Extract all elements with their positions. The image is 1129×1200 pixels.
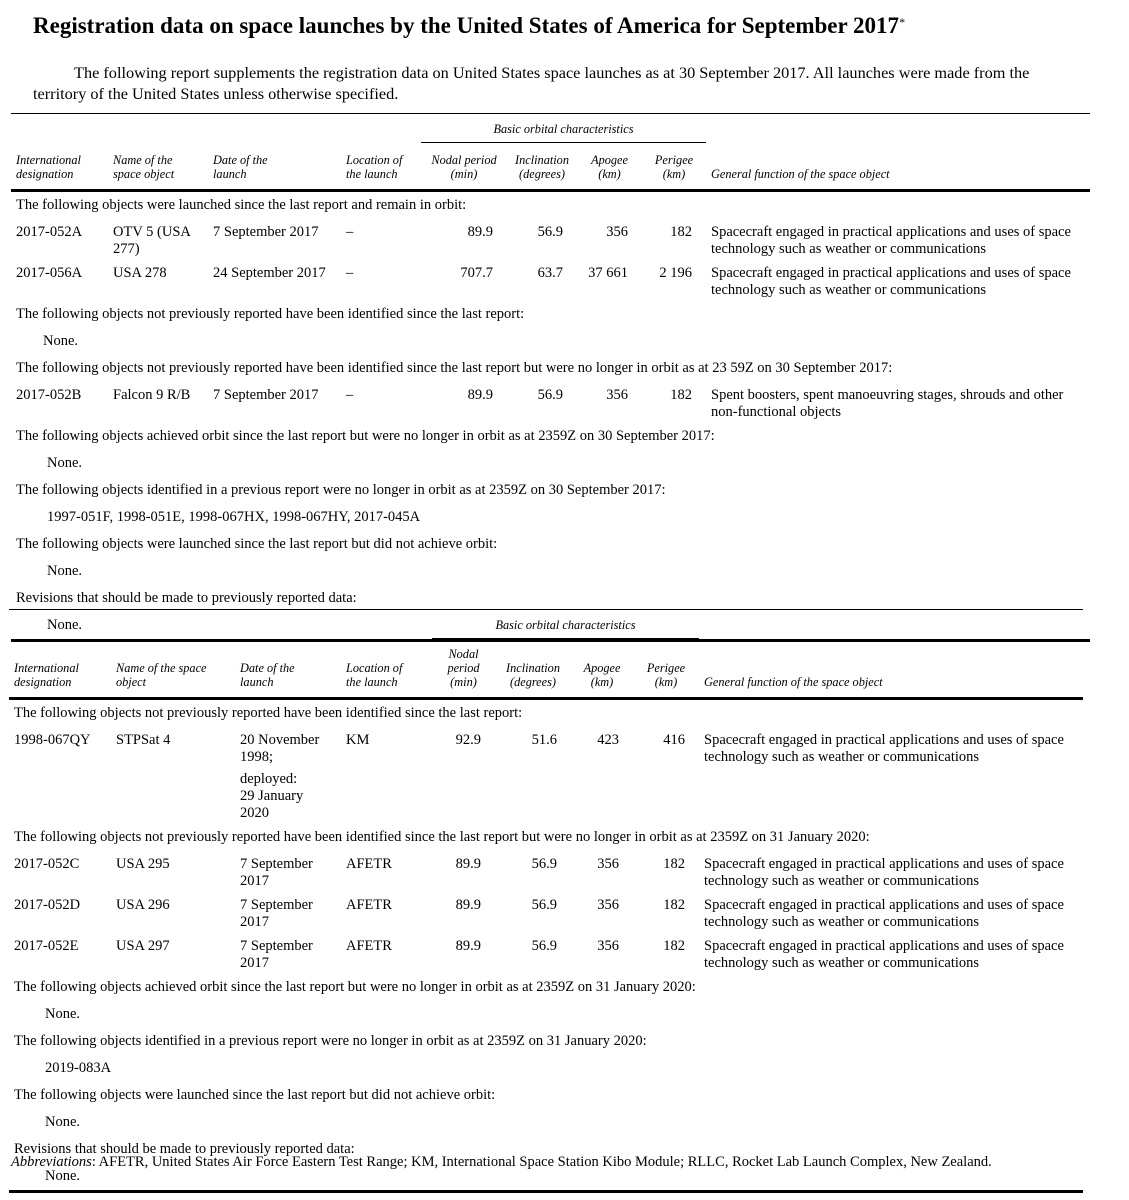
cell-location: – — [346, 224, 354, 240]
header-apogee-2: (km) — [590, 675, 614, 689]
cell-nodal: 89.9 — [467, 224, 493, 240]
title-footnote-mark: * — [899, 15, 906, 29]
section-heading: The following objects achieved orbit since the last report but were no longer in orbit as at 2359Z on 30 September 2017: — [16, 428, 715, 444]
header-nodal-2: period — [447, 661, 480, 675]
cell-date: 7 September 2017 — [213, 387, 319, 403]
abbreviations-label: Abbreviations — [11, 1154, 92, 1170]
cell-nodal: 89.9 — [455, 938, 481, 954]
header-nodal-2: (min) — [450, 167, 478, 181]
cell-nodal: 92.9 — [455, 732, 481, 748]
cell-location: AFETR — [346, 856, 392, 872]
rows-b — [9, 851, 1083, 974]
header-incl-1: Inclination — [515, 153, 569, 167]
section-value: 1997-051F, 1998-051E, 1998-067HX, 1998-067HY, 2017-045A — [47, 509, 421, 525]
cell-location: KM — [346, 732, 370, 748]
header-intl-2: designation — [16, 166, 74, 181]
header-nodal-1: Nodal period — [431, 153, 497, 167]
header-name-2: space object — [113, 166, 175, 181]
section-heading: The following objects achieved orbit since the last report but were no longer in orbit as at 2359Z on 31 January 2020: — [14, 979, 696, 995]
cell-date-line1: 20 November 1998; — [240, 732, 320, 765]
header-location-1: Location of — [346, 660, 403, 675]
section-value: 2019-083A — [45, 1060, 112, 1076]
cell-name: Falcon 9 R/B — [113, 387, 191, 403]
cell-date — [235, 727, 341, 824]
cell-inclination: 56.9 — [531, 897, 557, 913]
cell-apogee: 356 — [606, 224, 628, 240]
table-row — [11, 260, 1090, 301]
section-heading: The following objects not previously reported have been identified since the last report but were no longer in orbit as at 2359Z on 31 January 2020: — [14, 829, 870, 845]
table-row — [9, 933, 1083, 974]
section-heading: Revisions that should be made to previously reported data: — [14, 1141, 355, 1157]
cell-location: AFETR — [346, 938, 392, 954]
header-date-1: Date of the — [240, 660, 295, 675]
header-date-2: launch — [240, 674, 274, 689]
cell-perigee: 182 — [663, 938, 685, 954]
header-nodal-1: Nodal — [448, 647, 479, 661]
cell-function: Spacecraft engaged in practical applications and uses of space technology such as weather or communications — [704, 938, 1064, 971]
cell-name: USA 295 — [116, 856, 170, 872]
cell-apogee: 356 — [597, 856, 619, 872]
cell-id: 2017-052B — [16, 387, 82, 403]
section-heading: The following objects identified in a previous report were no longer in orbit as at 2359Z on 30 September 2017: — [16, 482, 666, 498]
cell-perigee: 182 — [663, 897, 685, 913]
abbreviations-note — [11, 1153, 1111, 1171]
header-intl-1: International — [14, 660, 79, 675]
page-title: Registration data on space launches by the United States of America for September 2017* — [33, 13, 906, 38]
cell-name: USA 278 — [113, 265, 167, 281]
header-apogee-1: Apogee — [591, 153, 628, 167]
header-location-1: Location of — [346, 152, 403, 167]
cell-date: 24 September 2017 — [213, 265, 326, 281]
header-incl-2: (degrees) — [510, 675, 556, 689]
cell-function: Spacecraft engaged in practical applications and uses of space technology such as weather or communications — [711, 224, 1071, 257]
cell-date-line2: deployed: 29 January 2020 — [240, 771, 304, 821]
cell-apogee: 423 — [597, 732, 619, 748]
cell-function: Spacecraft engaged in practical applications and uses of space technology such as weather or communications — [704, 897, 1064, 930]
section-value: None. — [47, 563, 83, 579]
header-nodal-3: (min) — [450, 675, 477, 689]
cell-apogee: 356 — [597, 897, 619, 913]
cell-perigee: 182 — [670, 387, 692, 403]
section-heading: The following objects were launched since the last report and remain in orbit: — [16, 197, 467, 213]
cell-name: STPSat 4 — [116, 732, 171, 748]
cell-perigee: 182 — [670, 224, 692, 240]
header-incl-2: (degrees) — [519, 167, 565, 181]
cell-apogee: 356 — [597, 938, 619, 954]
cell-id: 2017-052A — [16, 224, 83, 240]
section-heading: The following objects were launched since the last report but did not achieve orbit: — [14, 1087, 496, 1103]
cell-inclination: 56.9 — [531, 856, 557, 872]
header-incl-1: Inclination — [506, 661, 560, 675]
cell-date: 7 September 2017 — [240, 938, 313, 971]
section-heading: The following objects not previously reported have been identified since the last report: — [14, 705, 523, 721]
cell-function: Spent boosters, spent manoeuvring stages, shrouds and other non-functional objects — [711, 387, 1064, 420]
header-apogee-2: (km) — [598, 167, 621, 181]
section-value: None. — [47, 617, 83, 633]
cell-nodal: 89.9 — [455, 897, 481, 913]
section-value: None. — [47, 455, 83, 471]
header-name-1: Name of the — [113, 152, 173, 167]
section-heading: The following objects not previously reported have been identified since the last report: — [16, 306, 525, 322]
cell-date: 7 September 2017 — [240, 856, 313, 889]
cell-id: 2017-056A — [16, 265, 83, 281]
cell-name: OTV 5 (USA 277) — [113, 224, 191, 257]
table-row — [9, 892, 1083, 933]
rows-b — [11, 382, 1090, 423]
header-name-2: object — [116, 674, 147, 689]
header-apogee-1: Apogee — [583, 661, 621, 675]
section-value: None. — [45, 1006, 81, 1022]
header-location-2: the launch — [346, 674, 398, 689]
header-function: General function of the space object — [711, 166, 890, 181]
basic-orbital-header: Basic orbital characteristics — [421, 114, 706, 143]
cell-apogee: 356 — [606, 387, 628, 403]
cell-id: 1998-067QY — [14, 732, 91, 748]
table-row — [11, 219, 1090, 260]
header-perigee-1: Perigee — [646, 661, 686, 675]
column-headers — [9, 639, 1083, 699]
cell-id: 2017-052C — [14, 856, 80, 872]
table-row — [9, 727, 1083, 824]
cell-apogee: 37 661 — [588, 265, 628, 281]
header-perigee-2: (km) — [662, 167, 686, 181]
header-date-2: launch — [213, 166, 247, 181]
cell-location: – — [346, 387, 354, 403]
cell-id: 2017-052E — [14, 938, 79, 954]
cell-nodal: 89.9 — [455, 856, 481, 872]
cell-location: – — [346, 265, 354, 281]
cell-inclination: 51.6 — [531, 732, 557, 748]
launch-table-2 — [9, 609, 1083, 1193]
table-row — [11, 382, 1090, 423]
header-intl-1: International — [16, 152, 81, 167]
cell-inclination: 56.9 — [537, 224, 563, 240]
section-heading: The following objects not previously reported have been identified since the last report but were no longer in orbit as at 23 59Z on 30 September 2017: — [16, 360, 893, 376]
cell-function: Spacecraft engaged in practical applications and uses of space technology such as weather or communications — [704, 856, 1064, 889]
cell-id: 2017-052D — [14, 897, 81, 913]
intro-paragraph: The following report supplements the registration data on United States space launches as at 30 September 2017. All launches were made from the territory of the United States unless otherwise specified. — [33, 63, 1030, 103]
basic-orbital-header: Basic orbital characteristics — [432, 610, 699, 639]
section-heading: The following objects were launched since the last report but did not achieve orbit: — [16, 536, 498, 552]
cell-function: Spacecraft engaged in practical applications and uses of space technology such as weather or communications — [704, 732, 1064, 765]
header-function: General function of the space object — [704, 674, 883, 689]
section-value: None. — [45, 1114, 81, 1130]
section-heading: Revisions that should be made to previously reported data: — [16, 590, 357, 606]
cell-inclination: 63.7 — [537, 265, 563, 281]
cell-name: USA 297 — [116, 938, 170, 954]
header-perigee-1: Perigee — [654, 153, 694, 167]
abbreviations-text: : AFETR, United States Air Force Eastern Test Range; KM, International Space Station Kibo Module; RLLC, Rocket Lab Launch Complex, New Zealand. — [91, 1154, 992, 1170]
column-headers — [11, 143, 1090, 191]
cell-inclination: 56.9 — [531, 938, 557, 954]
cell-date: 7 September 2017 — [213, 224, 319, 240]
cell-date: 7 September 2017 — [240, 897, 313, 930]
section-heading: The following objects identified in a previous report were no longer in orbit as at 2359Z on 31 January 2020: — [14, 1033, 647, 1049]
cell-perigee: 182 — [663, 856, 685, 872]
launch-table-1 — [11, 113, 1090, 642]
cell-name: USA 296 — [116, 897, 170, 913]
cell-location: AFETR — [346, 897, 392, 913]
cell-perigee: 416 — [663, 732, 685, 748]
rows-a — [11, 219, 1090, 301]
header-perigee-2: (km) — [654, 675, 678, 689]
cell-nodal: 707.7 — [460, 265, 493, 281]
header-date-1: Date of the — [213, 152, 268, 167]
table-row — [9, 851, 1083, 892]
section-value: None. — [43, 333, 79, 349]
cell-inclination: 56.9 — [537, 387, 563, 403]
header-intl-2: designation — [14, 674, 72, 689]
cell-function: Spacecraft engaged in practical applications and uses of space technology such as weather or communications — [711, 265, 1071, 298]
cell-perigee: 2 196 — [659, 265, 692, 281]
header-location-2: the launch — [346, 166, 398, 181]
header-name-1: Name of the space — [116, 660, 207, 675]
cell-nodal: 89.9 — [467, 387, 493, 403]
section-value: None. — [45, 1168, 81, 1184]
